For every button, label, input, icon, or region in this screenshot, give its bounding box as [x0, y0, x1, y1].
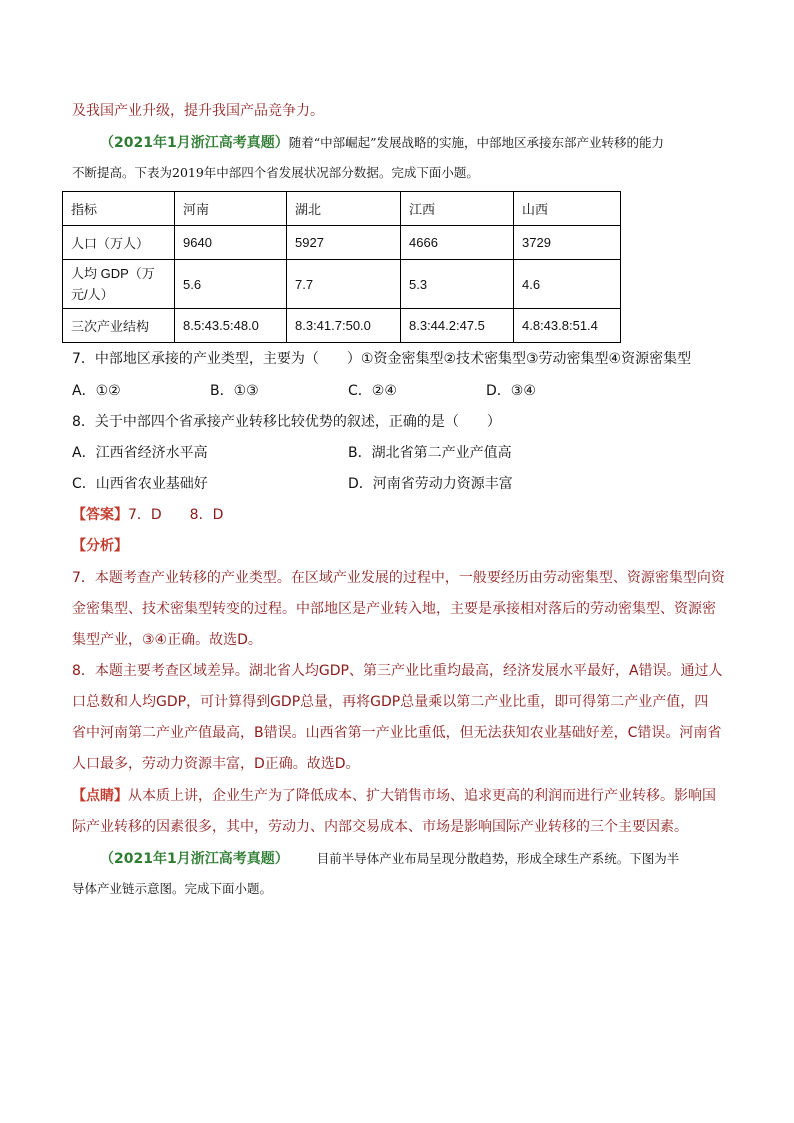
- q8-option-a: A．江西省经济水平高: [72, 445, 208, 461]
- comment-line1: [72, 786, 716, 806]
- analysis-7-line: 7．本题考查产业转移的产业类型。在区域产业发展的过程中，一般要经历由劳动密集型、资源密集型向资: [72, 570, 725, 586]
- province-data-table: [62, 191, 621, 343]
- table-row: [63, 226, 621, 260]
- intro-line: 及我国产业升级，提升我国产品竞争力。: [72, 103, 324, 119]
- question-stem-line1: 目前半导体产业布局呈现分散趋势，形成全球生产系统。下图为半: [316, 851, 680, 866]
- q7-option-b: B．①③: [210, 383, 259, 399]
- q8-option-c: C．山西省农业基础好: [72, 476, 208, 492]
- analysis-7-line: 金密集型、技术密集型转变的过程。中部地区是产业转入地，主要是承接相对落后的劳动密集型、资源密: [72, 601, 716, 617]
- answer-line: [72, 505, 223, 525]
- analysis-8-line: 省中河南第二产业产值最高，B错误。山西省第一产业比重低，但无法获知农业基础好差，C错误。河南省: [72, 725, 722, 741]
- table-row: [63, 309, 621, 343]
- question-stem-line1: 随着“中部崛起”发展战略的实施，中部地区承接东部产业转移的能力: [288, 135, 665, 150]
- table-cell: 5.3: [401, 260, 514, 309]
- table-header-cell: 江西: [401, 192, 514, 226]
- q8-option-b: B．湖北省第二产业产值高: [348, 445, 512, 461]
- table-row: [63, 260, 621, 309]
- analysis-8-line: 口总数和人均GDP，可计算得到GDP总量，再将GDP总量乘以第二产业比重，即可得第二产业产值，四: [72, 694, 709, 710]
- table-cell: 人口（万人）: [63, 226, 175, 260]
- table-header-cell: 湖北: [287, 192, 401, 226]
- comment-label: 【点睛】: [72, 788, 128, 804]
- q7-option-c: C．②④: [348, 383, 397, 399]
- table-header-row: [63, 192, 621, 226]
- table-header-cell: 指标: [63, 192, 175, 226]
- table-header-cell: 山西: [514, 192, 621, 226]
- table-cell: 4666: [401, 226, 514, 260]
- table-cell: 三次产业结构: [63, 309, 175, 343]
- table-cell: 9640: [175, 226, 287, 260]
- question-source: （2021年1月浙江高考真题）: [100, 135, 289, 151]
- table-header-cell: 河南: [175, 192, 287, 226]
- table-cell-line: 元/人）: [71, 287, 114, 302]
- table-cell: 7.7: [287, 260, 401, 309]
- table-cell: 4.8:43.8:51.4: [514, 309, 621, 343]
- analysis-7-line: 集型产业，③④正确。故选D。: [72, 632, 262, 648]
- question-stem-line2: 导体产业链示意图。完成下面小题。: [72, 881, 273, 896]
- table-cell: 8.3:44.2:47.5: [401, 309, 514, 343]
- table-cell-line: 人均 GDP（万: [71, 266, 155, 281]
- table-cell: 8.5:43.5:48.0: [175, 309, 287, 343]
- q7-option-a: A．①②: [72, 383, 121, 399]
- table-cell: 5927: [287, 226, 401, 260]
- table-cell: 4.6: [514, 260, 621, 309]
- question-stem-line2: 不断提高。下表为2019年中部四个省发展状况部分数据。完成下面小题。: [72, 165, 479, 180]
- analysis-label: 【分析】: [72, 538, 128, 554]
- question-block-2-line1: [100, 849, 679, 869]
- q8-option-d: D．河南省劳动力资源丰富: [348, 476, 513, 492]
- question-block-1-line1: [100, 133, 664, 153]
- table-cell: [63, 260, 175, 309]
- analysis-8-line: 8．本题主要考查区域差异。湖北省人均GDP、第三产业比重均最高，经济发展水平最好，A错误。通过人: [72, 663, 723, 679]
- analysis-8-line: 人口最多，劳动力资源丰富，D正确。故选D。: [72, 756, 360, 772]
- table-cell: 8.3:41.7:50.0: [287, 309, 401, 343]
- comment-text-line2: 际产业转移的因素很多，其中，劳动力、内部交易成本、市场是影响国际产业转移的三个主要因素。: [72, 819, 688, 835]
- question-source: （2021年1月浙江高考真题）: [100, 851, 289, 867]
- comment-text-line1: 从本质上讲，企业生产为了降低成本、扩大销售市场、追求更高的利润而进行产业转移。影响国: [128, 788, 716, 804]
- q7-option-d: D．③④: [486, 383, 536, 399]
- q7-stem: 7．中部地区承接的产业类型，主要为（ ）①资金密集型②技术密集型③劳动密集型④资源密集型: [72, 351, 692, 367]
- answer-text: 7．D 8．D: [128, 507, 224, 523]
- answer-label: 【答案】: [72, 507, 128, 523]
- q8-stem: 8．关于中部四个省承接产业转移比较优势的叙述，正确的是（ ）: [72, 414, 501, 430]
- table-cell: 3729: [514, 226, 621, 260]
- table-cell: 5.6: [175, 260, 287, 309]
